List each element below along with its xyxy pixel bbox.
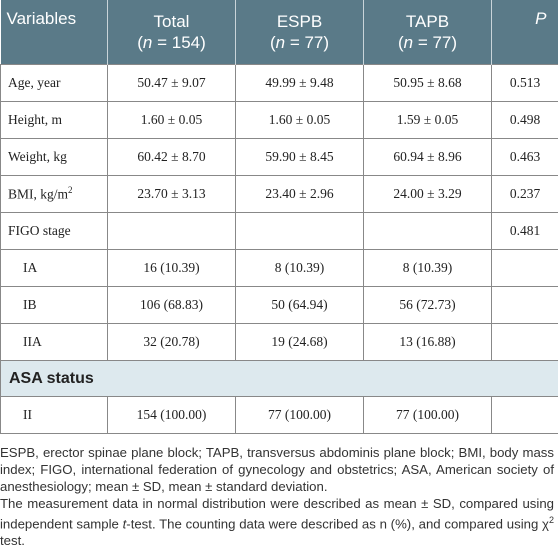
row-label: BMI, $kg/m^2$ xyxy=(1,176,108,213)
header-espb xyxy=(236,0,364,65)
table-row-iia xyxy=(1,324,558,361)
cell-total: 106 (68.83) xyxy=(108,287,236,324)
table-row-ia xyxy=(1,250,558,287)
table-footnotes xyxy=(0,444,554,549)
methods-note: The measurement data in normal distribution were described as mean ± SD, compared using independent sample t-test. The counting data were described as n (%), and compared using $\chi^2$ test. xyxy=(0,496,554,549)
cell-espb: 59.90 ± 8.45 xyxy=(236,139,364,176)
cell-p xyxy=(492,250,558,287)
header-total-label: Total xyxy=(153,12,190,31)
cell-espb: 50 (64.94) xyxy=(236,287,364,324)
cell-tapb: 13 (16.88) xyxy=(364,324,492,361)
table-row-figo xyxy=(1,213,558,250)
cell-espb: 1.60 ± 0.05 xyxy=(236,102,364,139)
header-p: P xyxy=(492,0,558,65)
table-row-height xyxy=(1,102,558,139)
cell-total xyxy=(108,213,236,250)
cell-total: 154 (100.00) xyxy=(108,397,236,434)
row-label: IB xyxy=(1,287,108,324)
cell-espb: 19 (24.68) xyxy=(236,324,364,361)
cell-tapb: 1.59 ± 0.05 xyxy=(364,102,492,139)
cell-p xyxy=(492,287,558,324)
cell-espb: 23.40 ± 2.96 xyxy=(236,176,364,213)
cell-p: 0.481 xyxy=(492,213,558,250)
row-label: Weight, kg xyxy=(1,139,108,176)
cell-p xyxy=(492,397,558,434)
table-row-asa-ii xyxy=(1,397,558,434)
header-total-n: (n = 154) xyxy=(137,33,206,52)
row-label: Height, m xyxy=(1,102,108,139)
header-tapb-n: (n = 77) xyxy=(397,33,458,52)
cell-tapb: 24.00 ± 3.29 xyxy=(364,176,492,213)
abbreviations-note: ESPB, erector spinae plane block; TAPB, transversus abdominis plane block; BMI, body mass index; FIGO, international federation of gynecology and obstetrics; ASA, American society of anesthesiology; mean ± SD, mean ± standard deviation. xyxy=(0,445,554,494)
row-label: II xyxy=(1,397,108,434)
table-row-bmi xyxy=(1,176,558,213)
header-tapb xyxy=(364,0,492,65)
cell-tapb: 60.94 ± 8.96 xyxy=(364,139,492,176)
cell-tapb: 50.95 ± 8.68 xyxy=(364,65,492,102)
cell-tapb: 56 (72.73) xyxy=(364,287,492,324)
cell-p: 0.237 xyxy=(492,176,558,213)
cell-total: 50.47 ± 9.07 xyxy=(108,65,236,102)
cell-espb: 77 (100.00) xyxy=(236,397,364,434)
table-row-ib xyxy=(1,287,558,324)
row-label: IIA xyxy=(1,324,108,361)
table-row-weight xyxy=(1,139,558,176)
cell-p: 0.513 xyxy=(492,65,558,102)
section-row-asa xyxy=(1,361,558,397)
header-total xyxy=(108,0,236,65)
header-variables: Variables xyxy=(1,0,108,65)
row-label: IA xyxy=(1,250,108,287)
cell-espb: 8 (10.39) xyxy=(236,250,364,287)
header-tapb-label: TAPB xyxy=(405,12,450,31)
cell-espb: 49.99 ± 9.48 xyxy=(236,65,364,102)
cell-p xyxy=(492,324,558,361)
header-espb-label: ESPB xyxy=(276,12,323,31)
row-label: FIGO stage xyxy=(1,213,108,250)
row-label: Age, year xyxy=(1,65,108,102)
table-row-age xyxy=(1,65,558,102)
header-espb-n: (n = 77) xyxy=(269,33,330,52)
cell-espb xyxy=(236,213,364,250)
cell-p: 0.498 xyxy=(492,102,558,139)
header-row xyxy=(1,0,558,65)
cell-total: 60.42 ± 8.70 xyxy=(108,139,236,176)
cell-total: 1.60 ± 0.05 xyxy=(108,102,236,139)
section-title: ASA status xyxy=(1,361,558,397)
cell-total: 32 (20.78) xyxy=(108,324,236,361)
cell-total: 23.70 ± 3.13 xyxy=(108,176,236,213)
cell-tapb: 77 (100.00) xyxy=(364,397,492,434)
cell-tapb: 8 (10.39) xyxy=(364,250,492,287)
cell-total: 16 (10.39) xyxy=(108,250,236,287)
cell-p: 0.463 xyxy=(492,139,558,176)
cell-tapb xyxy=(364,213,492,250)
